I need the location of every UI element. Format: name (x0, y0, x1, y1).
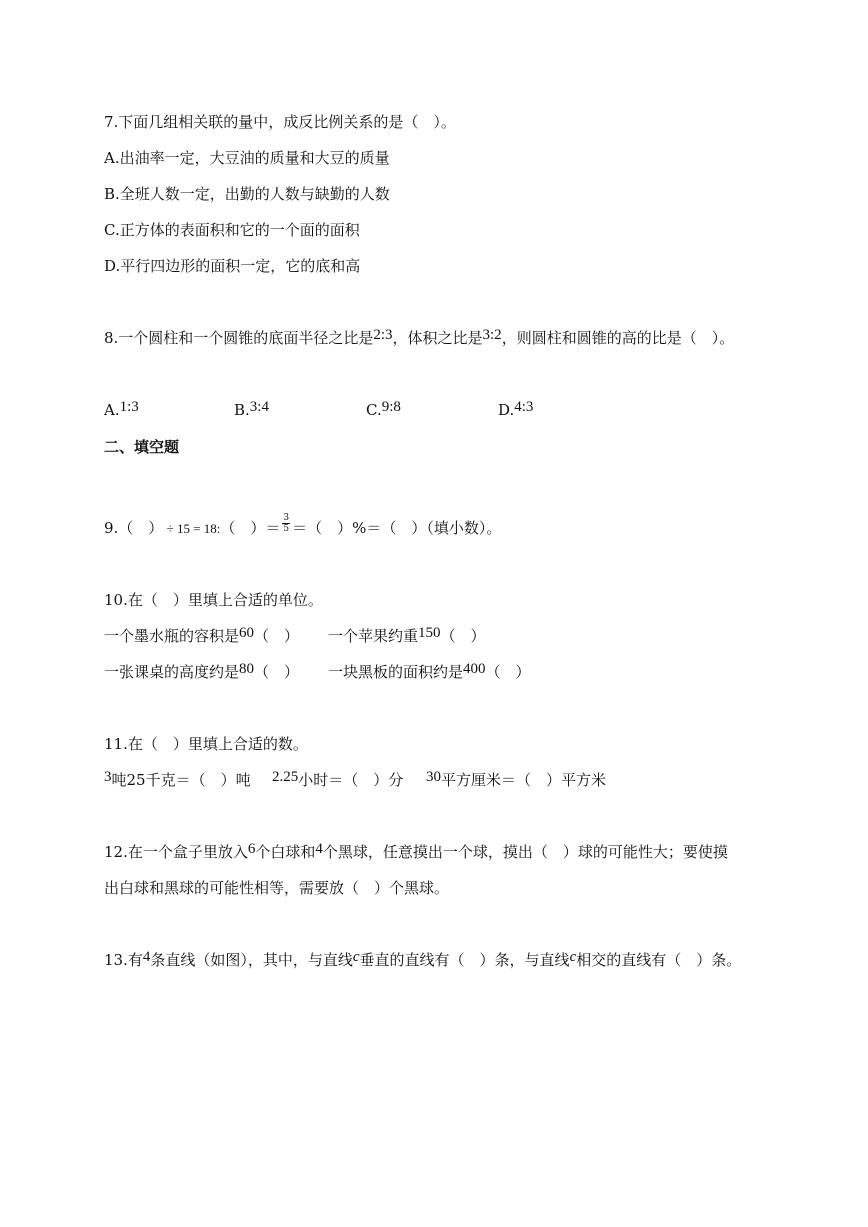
q13-text-c: 垂直的直线有（ ）条，与直线 (359, 951, 570, 969)
q9-expression: ÷ 15 = 18: (163, 521, 221, 536)
q11-item-3-text: 平方厘米＝（ ）平方米 (441, 771, 607, 789)
section-heading: 二、填空题 (104, 438, 180, 456)
q10-row2-a-number: 80 (239, 661, 255, 677)
q8-option-a-label: A. (104, 401, 120, 419)
q8-stem (104, 328, 734, 349)
q8-option-b-label: B. (234, 401, 250, 419)
q9-fraction-numerator: 3 (283, 512, 290, 523)
q10-row1-b-number: 150 (418, 625, 441, 641)
q12-text-a: 12.在一个盒子里放入 (104, 843, 248, 861)
q9-equals: ＝ (265, 519, 281, 537)
q10-row1-b (328, 626, 486, 647)
q8-option-d-label: D. (498, 401, 515, 419)
q7-option-d: D.平行四边形的面积一定，它的底和高 (104, 257, 361, 275)
q10-row2-a-text: 一张课桌的高度约是 (104, 663, 240, 681)
q8-option-b-value: 3:4 (249, 399, 269, 415)
q8-stem-text-c: ，则圆柱和圆锥的高的比是（ ）。 (501, 329, 735, 347)
q8-option-b (234, 400, 269, 421)
q10-row2-b (328, 662, 531, 683)
q8-option-c-value: 9:8 (381, 399, 401, 415)
q8-option-c (366, 400, 401, 421)
q10-stem: 10.在（ ）里填上合适的单位。 (104, 591, 323, 609)
q7-option-b: B.全班人数一定，出勤的人数与缺勤的人数 (104, 185, 390, 203)
q11-item-2 (272, 770, 403, 791)
q10-row2-b-number: 400 (463, 661, 486, 677)
q12-number-black: 4 (315, 841, 323, 857)
q10-row2-a-blank: （ ） (254, 663, 300, 681)
q11-stem: 11.在（ ）里填上合适的数。 (104, 735, 308, 753)
q11-item-1-text: 吨25千克＝（ ）吨 (111, 771, 251, 789)
q7-stem: 7.下面几组相关联的量中，成反比例关系的是（ ）。 (104, 113, 456, 131)
q11-item-1 (104, 770, 251, 791)
q9-fraction-denominator: 5 (283, 523, 290, 534)
q10-row1-a-text: 一个墨水瓶的容积是 (104, 627, 240, 645)
q10-row1-b-text: 一个苹果约重 (328, 627, 419, 645)
q8-stem-text-a: 8.一个圆柱和一个圆锥的底面半径之比是 (104, 329, 374, 347)
q9-part3: ＝（ ）%＝（ ）（填小数）。 (292, 519, 502, 537)
q12-stem-line1 (104, 842, 728, 863)
q11-item-2-number: 2.25 (272, 769, 299, 785)
q10-row2-b-text: 一块黑板的面积约是 (328, 663, 464, 681)
q9-part1: 9.（ ） (104, 519, 164, 537)
q10-row2-b-blank: （ ） (485, 663, 531, 681)
q13-number-lines: 4 (142, 949, 151, 965)
q11-item-3 (426, 770, 606, 791)
q13-text-b: 条直线（如图），其中，与直线 (150, 951, 353, 969)
q9-part2: （ ） (220, 519, 266, 537)
q10-row2-a (104, 662, 299, 683)
q13-variable-c-1: c (352, 949, 360, 965)
q7-option-c: C.正方体的表面积和它的一个面的面积 (104, 221, 360, 239)
q12-number-white: 6 (247, 841, 256, 857)
q13-variable-c-2: c (569, 949, 577, 965)
q8-stem-text-b: ，体积之比是 (392, 329, 483, 347)
q12-stem-line2: 出白球和黑球的可能性相等，需要放（ ）个黑球。 (104, 879, 450, 897)
q13-stem (104, 950, 741, 971)
q9-fraction (282, 513, 290, 534)
q10-row1-a (104, 626, 299, 647)
q10-row1-b-blank: （ ） (440, 627, 486, 645)
q10-row1-a-blank: （ ） (254, 627, 300, 645)
q8-ratio-volume: 3:2 (482, 327, 502, 343)
q11-item-2-text: 小时＝（ ）分 (298, 771, 404, 789)
q12-text-c: 个黑球，任意摸出一个球，摸出（ ）球的可能性大；要使摸 (322, 843, 728, 861)
q11-item-3-number: 30 (426, 769, 441, 785)
q11-item-1-number: 3 (104, 769, 112, 785)
q10-row1-a-number: 60 (239, 625, 255, 641)
q12-text-b: 个白球和 (255, 843, 316, 861)
q13-text-d: 相交的直线有（ ）条。 (576, 951, 742, 969)
q8-option-d (498, 400, 533, 421)
q8-option-a-value: 1:3 (119, 399, 139, 415)
q8-ratio-radius: 2:3 (373, 327, 393, 343)
q9-stem (104, 512, 502, 540)
q13-text-a: 13.有 (104, 951, 143, 969)
q8-option-a (104, 400, 139, 421)
q8-option-c-label: C. (366, 401, 382, 419)
q8-option-d-value: 4:3 (514, 399, 534, 415)
q7-option-a: A.出油率一定，大豆油的质量和大豆的质量 (104, 149, 390, 167)
